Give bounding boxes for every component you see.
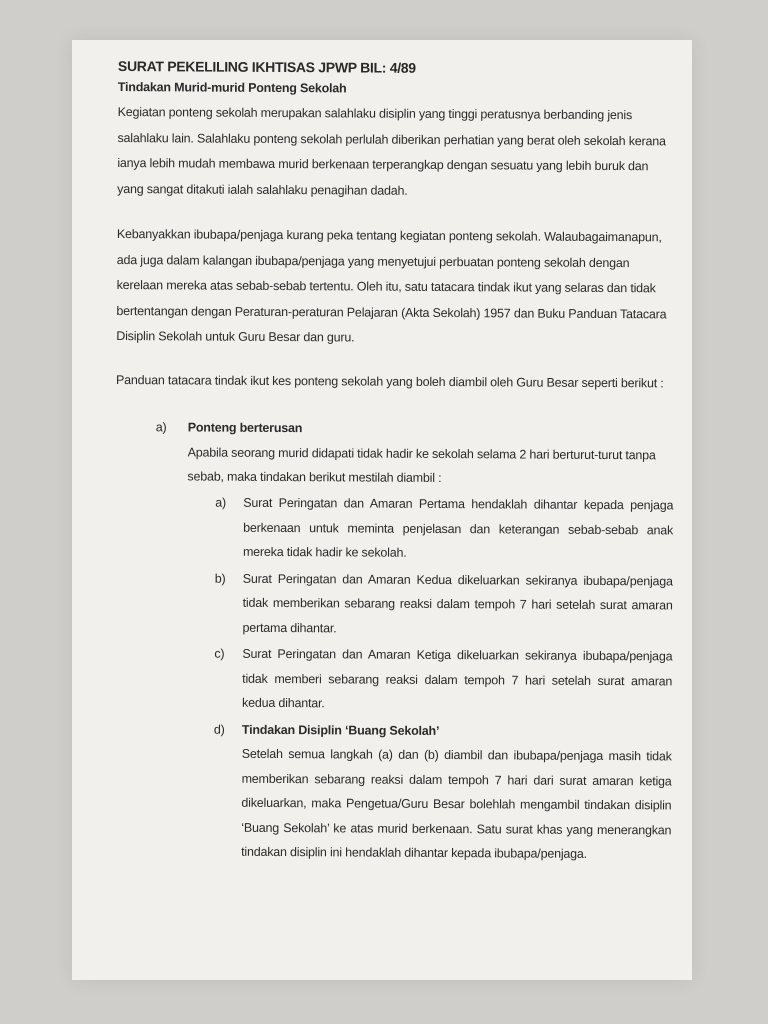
paragraph-2: Kebanyakkan ibubapa/penjaga kurang peka tentang kegiatan ponteng sekolah. Walaubagaimanapun, ada juga dalam kalangan ibubapa/penjaga yang menyetujui perbuatan ponteng sekolah dengan kerelaan mereka atas sebab-sebab tertentu. Oleh itu, satu tatacara tindak ikut yang selaras dan tidak bertentangan dengan Peraturan-peraturan Pelajaran (Akta Sekolah) 1957 dan Buku Panduan Tatacara Disiplin Sekolah untuk Guru Besar dan guru. bbox=[116, 226, 667, 345]
list-item bbox=[215, 491, 675, 567]
paragraph-3: Panduan tatacara tindak ikut kes ponteng sekolah yang boleh diambil oleh Guru Besar seperti berikut : bbox=[115, 372, 664, 390]
list-item-text: Surat Peringatan dan Amaran Pertama hendaklah dihantar kepada penjaga berkenaan untuk meminta penjelasan dan keterangan sebab-sebab anak mereka tidak hadir ke sekolah. bbox=[242, 495, 674, 560]
list-item-marker: c) bbox=[214, 646, 225, 661]
action-list bbox=[213, 491, 675, 867]
list-item bbox=[214, 642, 674, 718]
list-item bbox=[213, 717, 674, 867]
document-title: SURAT PEKELILING IKHTISAS JPWP BIL: 4/89 bbox=[117, 58, 416, 76]
section-a-heading: Ponteng berterusan bbox=[187, 420, 303, 436]
paragraph-1: Kegiatan ponteng sekolah merupakan salahlaku disiplin yang tinggi peratusnya berbanding jenis salahlaku lain. Salahlaku ponteng sekolah perlulah diberikan perhatian yang berat oleh sekolah kerana ianya lebih mudah membawa murid berkenaan terperangkap dengan sesuatu yang lebih buruk dan yang sangat ditakuti ialah salahlaku penagihan dadah. bbox=[117, 104, 666, 198]
document-subtitle: Tindakan Murid-murid Ponteng Sekolah bbox=[117, 79, 347, 96]
section-a-intro: Apabila seorang murid didapati tidak hadir ke sekolah selama 2 hari berturut-turut tanpa sebab, maka tindakan berikut mestilah diambil : bbox=[187, 445, 656, 485]
list-item-heading: Tindakan Disiplin ‘Buang Sekolah’ bbox=[241, 722, 440, 738]
list-item-text: Surat Peringatan dan Amaran Ketiga dikeluarkan sekiranya ibubapa/penjaga tidak memberi sebarang reaksi dalam tempoh 7 hari setelah surat amaran kedua dihantar. bbox=[242, 646, 673, 711]
list-item-body bbox=[241, 717, 672, 867]
section-a bbox=[153, 415, 676, 867]
list-item-text: Setelah semua langkah (a) dan (b) diambil dan ibubapa/penjaga masih tidak memberikan sebarang reaksi dalam tempoh 7 hari dari surat amaran ketiga dikeluarkan, maka Pengetua/Guru Besar bolehlah mengambil tindakan disiplin ‘Buang Sekolah’ ke atas murid berkenaan. Satu surat khas yang menerangkan tindakan disiplin ini hendaklah dihantar kepada ibubapa/penjaga. bbox=[241, 746, 672, 861]
list-item bbox=[214, 566, 674, 642]
list-item-marker: d) bbox=[213, 722, 225, 737]
list-item-marker: a) bbox=[215, 495, 227, 510]
section-a-marker: a) bbox=[155, 420, 167, 435]
list-item-marker: b) bbox=[214, 571, 226, 586]
document-body bbox=[113, 58, 678, 869]
list-item-text: Surat Peringatan dan Amaran Kedua dikeluarkan sekiranya ibubapa/penjaga tidak memberikan sebarang reaksi dalam tempoh 7 hari setelah surat amaran pertama dihantar. bbox=[242, 571, 673, 635]
